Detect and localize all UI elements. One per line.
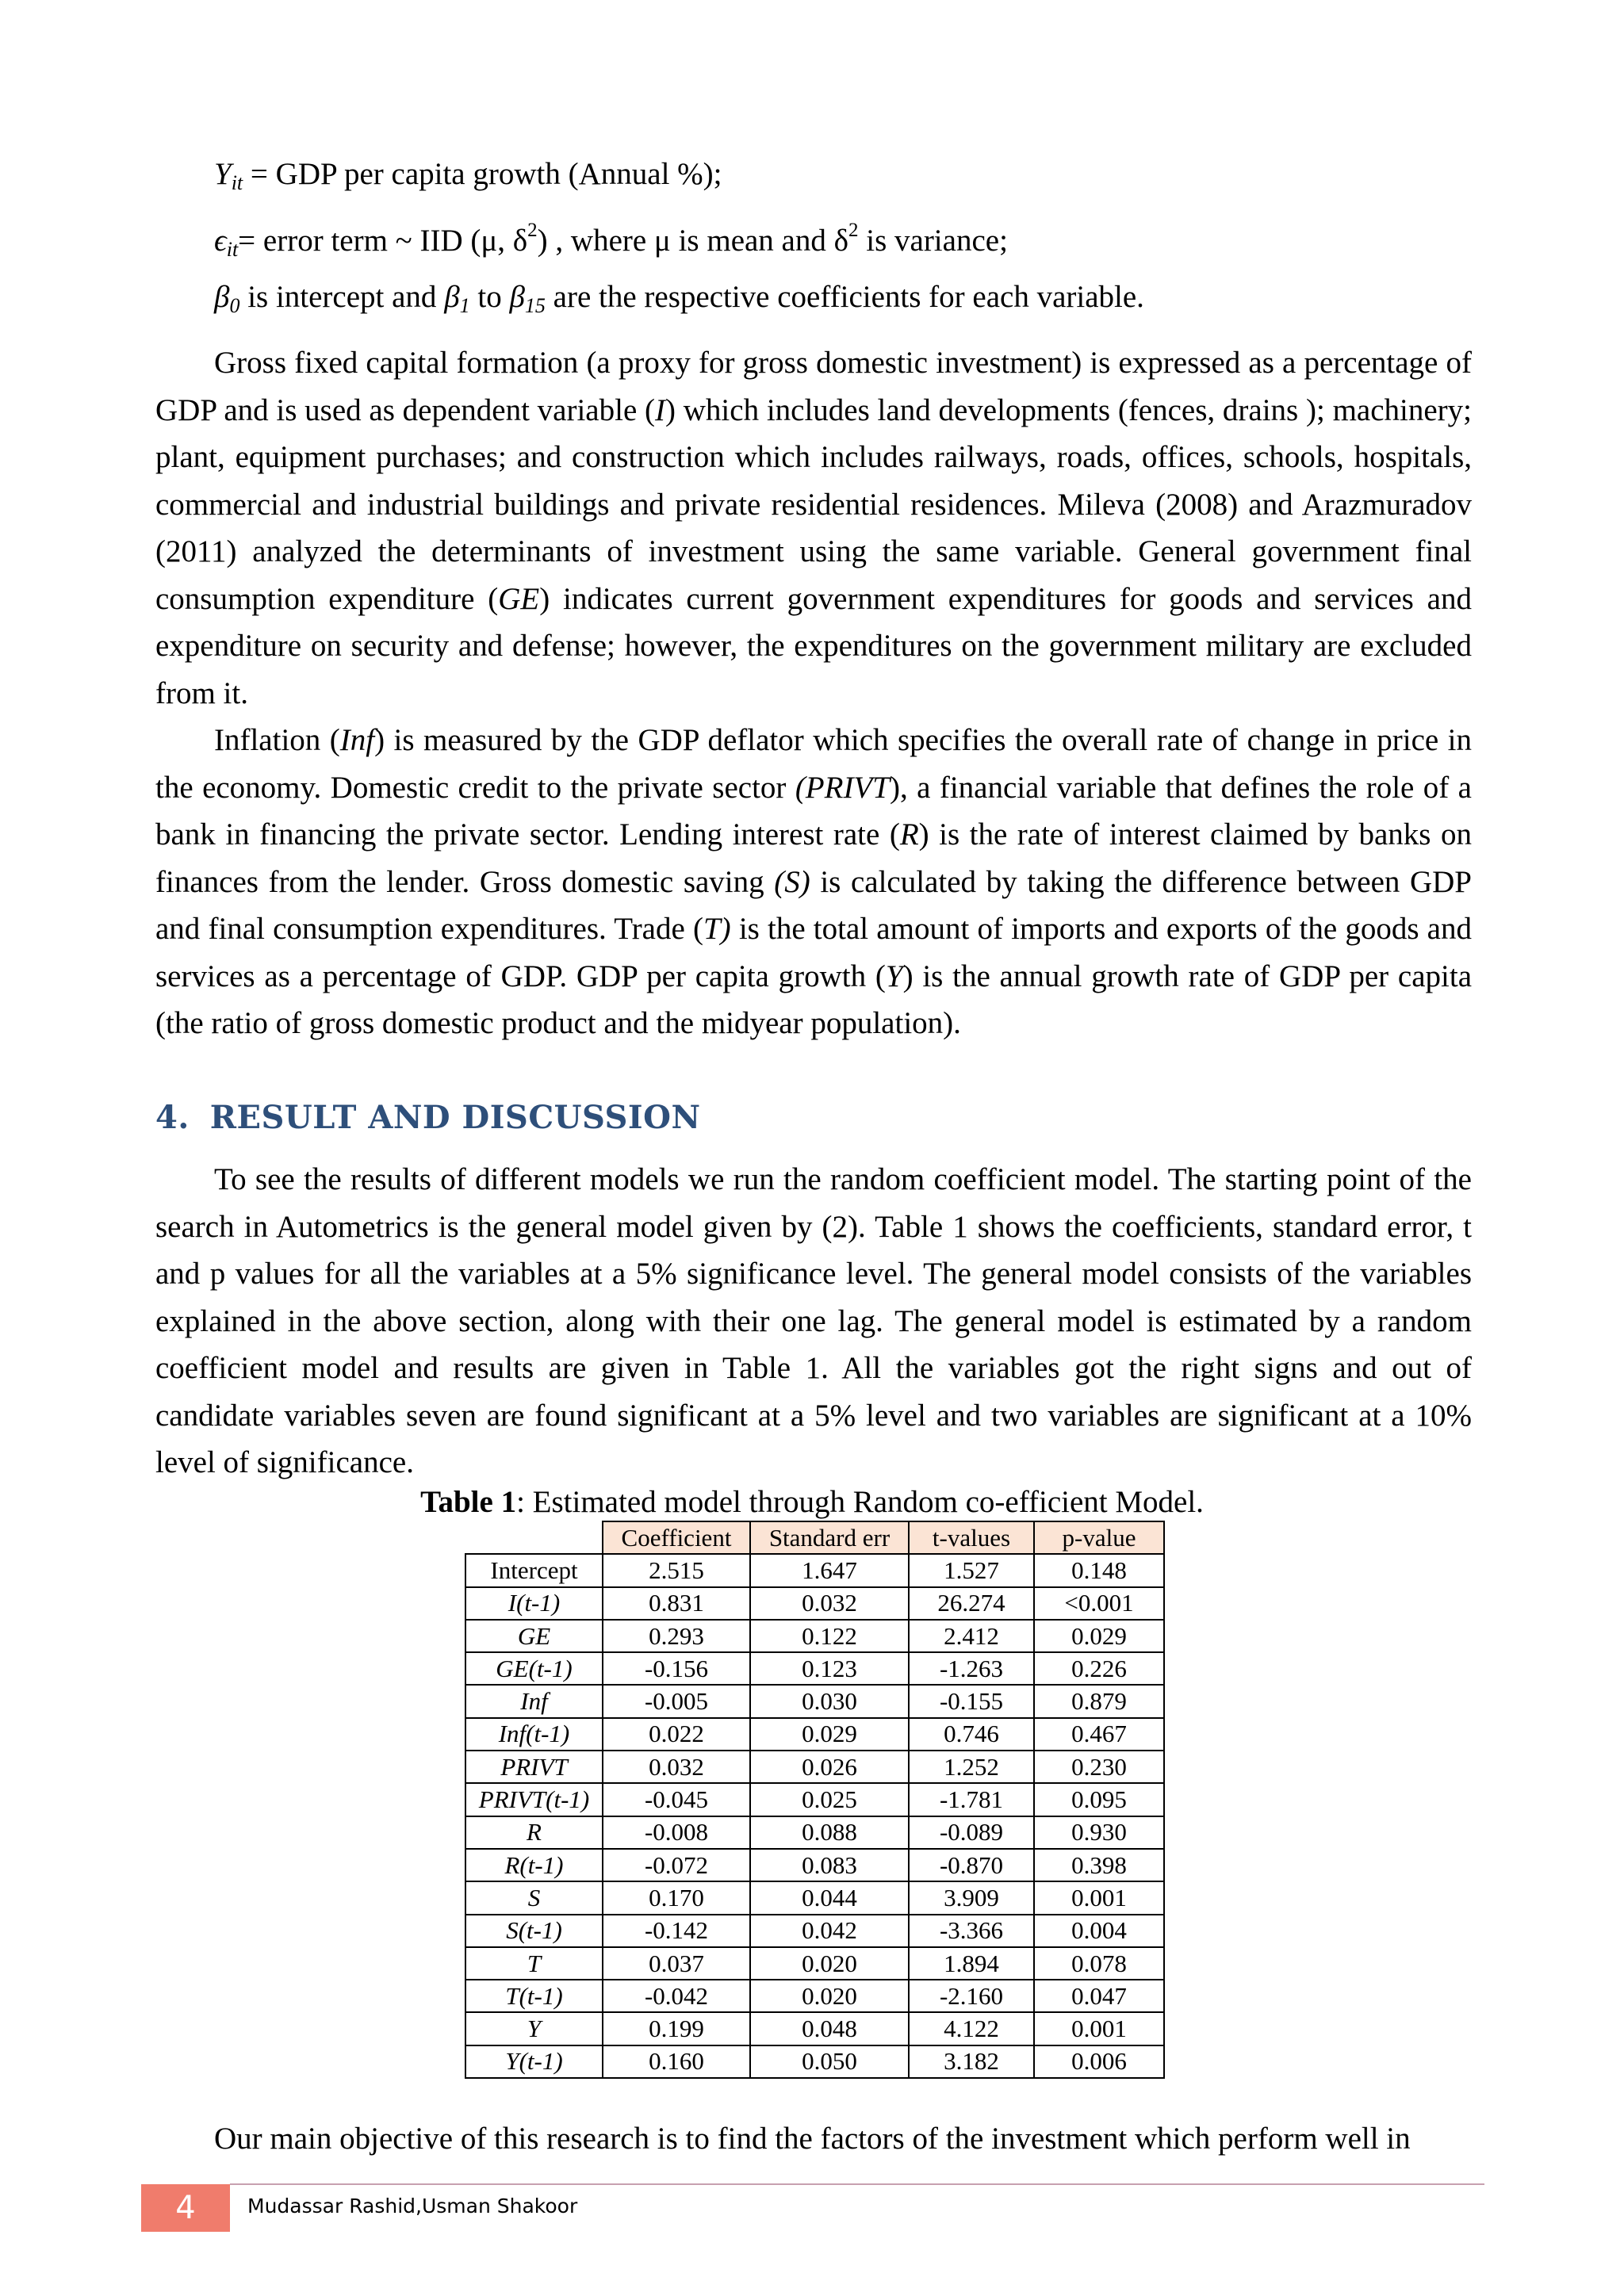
row-variable: GE: [465, 1620, 603, 1652]
cell-t-value: -0.870: [909, 1849, 1034, 1881]
cell-standard-err: 0.088: [750, 1816, 909, 1849]
cell-standard-err: 0.048: [750, 2012, 909, 2045]
cell-t-value: 0.746: [909, 1718, 1034, 1751]
cell-standard-err: 0.025: [750, 1783, 909, 1816]
table-row: [465, 1849, 1164, 1881]
cell-coefficient: 0.831: [603, 1587, 750, 1620]
cell-p-value: 0.001: [1034, 2012, 1164, 2045]
cell-standard-err: 0.042: [750, 1915, 909, 1947]
row-variable: Intercept: [465, 1554, 603, 1586]
row-variable: R: [465, 1816, 603, 1849]
cell-t-value: 1.527: [909, 1554, 1034, 1586]
cell-p-value: 0.148: [1034, 1554, 1164, 1586]
cell-standard-err: 0.026: [750, 1751, 909, 1783]
row-variable: S: [465, 1881, 603, 1914]
cell-coefficient: 0.022: [603, 1718, 750, 1751]
row-variable: I(t-1): [465, 1587, 603, 1620]
header-coefficient: Coefficient: [603, 1521, 750, 1554]
cell-p-value: 0.004: [1034, 1915, 1164, 1947]
page-number: 4: [141, 2184, 230, 2232]
cell-p-value: 0.029: [1034, 1620, 1164, 1652]
definition-y: $Y_{it}$ = GDP per capita growth (Annual %);: [214, 157, 722, 194]
cell-standard-err: 0.044: [750, 1881, 909, 1914]
cell-t-value: -2.160: [909, 1980, 1034, 2012]
cell-standard-err: 0.029: [750, 1718, 909, 1751]
table-row: [465, 1718, 1164, 1751]
cell-coefficient: 0.293: [603, 1620, 750, 1652]
row-variable: T: [465, 1947, 603, 1980]
header-standard-err: Standard err: [750, 1521, 909, 1554]
cell-standard-err: 0.122: [750, 1620, 909, 1652]
results-table: [465, 1521, 1165, 2079]
cell-standard-err: 0.030: [750, 1685, 909, 1717]
cell-standard-err: 0.032: [750, 1587, 909, 1620]
cell-coefficient: 0.032: [603, 1751, 750, 1783]
cell-standard-err: 0.123: [750, 1652, 909, 1685]
cell-p-value: 0.095: [1034, 1783, 1164, 1816]
cell-t-value: 3.909: [909, 1881, 1034, 1914]
table-row: [465, 1685, 1164, 1717]
cell-coefficient: -0.072: [603, 1849, 750, 1881]
row-variable: S(t-1): [465, 1915, 603, 1947]
cell-t-value: -1.263: [909, 1652, 1034, 1685]
table-row: [465, 1652, 1164, 1685]
cell-t-value: 4.122: [909, 2012, 1034, 2045]
cell-coefficient: -0.045: [603, 1783, 750, 1816]
table-row: [465, 1587, 1164, 1620]
cell-p-value: 0.467: [1034, 1718, 1164, 1751]
table-header-row: [465, 1521, 1164, 1554]
cell-p-value: 0.930: [1034, 1816, 1164, 1849]
cell-p-value: 0.001: [1034, 1881, 1164, 1914]
header-t-values: t-values: [909, 1521, 1034, 1554]
cell-coefficient: 0.170: [603, 1881, 750, 1914]
paragraph-results: To see the results of different models we run the random coefficient model. The starting point of the search in Autometrics is the general model given by (2). Table 1 shows the coefficients, standard error, t and p values for all the variables at a 5% significance level. The general model consists of the variables explained in the above section, along with their one lag. The general model is estimated by a random coefficient model and results are given in Table 1. All the variables got the right signs and out of candidate variables seven are found significant at a 5% level and two variables are significant at a 10% level of significance.: [155, 1162, 1472, 1479]
paragraph-investment: Gross fixed capital formation (a proxy for gross domestic investment) is expressed as a percentage of GDP and is used as dependent variable (I) which includes land developments (fences, drains ); machinery; plant, equipment purchases; and construction which includes railways, roads, offices, schools, hospitals, commercial and industrial buildings and private residential residences. Mileva (2008) and Arazmuradov (2011) analyzed the determinants of investment using the same variable. General government final consumption expenditure (GE) indicates current government expenditures for goods and services and expenditure on security and defense; however, the expenditures on the government military are excluded from it.: [155, 346, 1472, 710]
table-body: [465, 1554, 1164, 2078]
table-row: [465, 1783, 1164, 1816]
table-row: [465, 1915, 1164, 1947]
cell-t-value: 2.412: [909, 1620, 1034, 1652]
row-variable: PRIVT(t-1): [465, 1783, 603, 1816]
table-row: [465, 1980, 1164, 2012]
header-p-value: p-value: [1034, 1521, 1164, 1554]
cell-coefficient: -0.008: [603, 1816, 750, 1849]
table-row: [465, 1947, 1164, 1980]
cell-standard-err: 0.020: [750, 1980, 909, 2012]
variable-definitions: [214, 151, 1483, 330]
cell-p-value: 0.230: [1034, 1751, 1164, 1783]
cell-p-value: 0.006: [1034, 2045, 1164, 2078]
cell-t-value: -1.781: [909, 1783, 1034, 1816]
footer-authors: Mudassar Rashid,Usman Shakoor: [247, 2195, 578, 2218]
cell-t-value: -3.366: [909, 1915, 1034, 1947]
cell-t-value: 1.252: [909, 1751, 1034, 1783]
cell-p-value: 0.078: [1034, 1947, 1164, 1980]
cell-t-value: 26.274: [909, 1587, 1034, 1620]
cell-coefficient: -0.142: [603, 1915, 750, 1947]
footer-divider: [230, 2183, 1484, 2185]
cell-standard-err: 0.083: [750, 1849, 909, 1881]
cell-coefficient: -0.005: [603, 1685, 750, 1717]
cell-standard-err: 0.020: [750, 1947, 909, 1980]
cell-t-value: 1.894: [909, 1947, 1034, 1980]
cell-coefficient: 0.037: [603, 1947, 750, 1980]
table-row: [465, 1881, 1164, 1914]
cell-standard-err: 0.050: [750, 2045, 909, 2078]
header-blank: [465, 1521, 603, 1554]
cell-coefficient: 0.160: [603, 2045, 750, 2078]
table-row: [465, 1554, 1164, 1586]
cell-p-value: 0.226: [1034, 1652, 1164, 1685]
paragraph-variables: Inflation (Inf) is measured by the GDP deflator which specifies the overall rate of change in price in the economy. Domestic credit to the private sector (PRIVT), a financial variable that defines the role of a bank in financing the private sector. Lending interest rate (R) is the rate of interest claimed by banks on finances from the lender. Gross domestic saving (S) is calculated by taking the difference between GDP and final consumption expenditures. Trade (T) is the total amount of imports and exports of the goods and services as a percentage of GDP. GDP per capita growth (Y) is the annual growth rate of GDP per capita (the ratio of gross domestic product and the midyear population).: [155, 723, 1473, 1040]
definition-error: $\epsilon_{it}=$ error term ~ IID (μ, $\delta^2$) , where μ is mean and $\delta^2$ is variance;: [214, 220, 1008, 261]
row-variable: Y: [465, 2012, 603, 2045]
cell-coefficient: 2.515: [603, 1554, 750, 1586]
definition-beta: $\beta_0$ is intercept and $\beta_1$ to $\beta_{15}$ are the respective coefficients for each variable.: [214, 280, 1144, 317]
cell-t-value: -0.155: [909, 1685, 1034, 1717]
cell-t-value: -0.089: [909, 1816, 1034, 1849]
cell-p-value: 0.398: [1034, 1849, 1164, 1881]
table-row: [465, 1620, 1164, 1652]
table-row: [465, 1816, 1164, 1849]
table-row: [465, 2045, 1164, 2078]
cell-p-value: 0.047: [1034, 1980, 1164, 2012]
row-variable: Inf(t-1): [465, 1718, 603, 1751]
row-variable: Inf: [465, 1685, 603, 1717]
row-variable: R(t-1): [465, 1849, 603, 1881]
cell-p-value: <0.001: [1034, 1587, 1164, 1620]
cell-coefficient: -0.156: [603, 1652, 750, 1685]
row-variable: Y(t-1): [465, 2045, 603, 2078]
row-variable: GE(t-1): [465, 1652, 603, 1685]
cell-p-value: 0.879: [1034, 1685, 1164, 1717]
paragraph-objective: Our main objective of this research is to find the factors of the investment which perform well in: [214, 2122, 1411, 2156]
table-caption: Table 1: Estimated model through Random co-efficient Model.: [420, 1485, 1204, 1519]
cell-standard-err: 1.647: [750, 1554, 909, 1586]
section-heading: 4. RESULT AND DISCUSSION: [155, 1099, 701, 1136]
table-row: [465, 2012, 1164, 2045]
cell-coefficient: -0.042: [603, 1980, 750, 2012]
row-variable: T(t-1): [465, 1980, 603, 2012]
row-variable: PRIVT: [465, 1751, 603, 1783]
table-row: [465, 1751, 1164, 1783]
cell-t-value: 3.182: [909, 2045, 1034, 2078]
cell-coefficient: 0.199: [603, 2012, 750, 2045]
